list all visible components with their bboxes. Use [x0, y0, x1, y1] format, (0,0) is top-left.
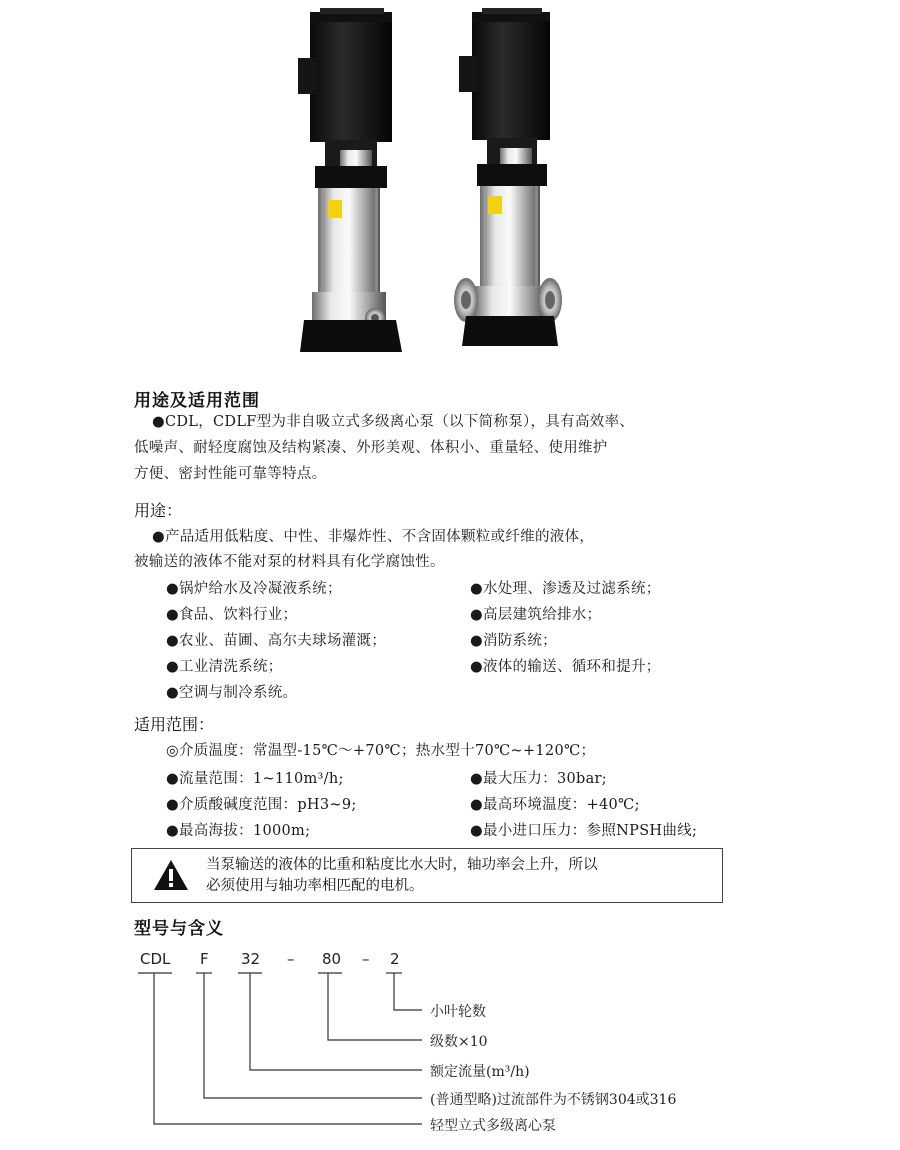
usage-item-building: ●高层建筑给排水；: [470, 607, 602, 623]
warning-icon: [152, 858, 190, 892]
intro-line-3: 方便、密封性能可靠等特点。: [134, 466, 327, 482]
scope-ph: ●介质酸碱度范围：pH3~9;: [166, 797, 357, 813]
scope-max-pressure: ●最大压力：30bar;: [470, 771, 607, 787]
scope-max-ambient: ●最高环境温度：+40℃;: [470, 797, 640, 813]
model-meaning-stages: 级数×10: [430, 1034, 488, 1050]
intro-line-1: ●CDL，CDLF型为非自吸立式多级离心泵（以下简称泵），具有高效率、: [152, 414, 635, 430]
scope-flow: ●流量范围：1~110m³/h;: [166, 771, 344, 787]
model-part-80: 80: [322, 950, 342, 968]
model-meaning-flow: 额定流量(m³/h): [430, 1064, 530, 1080]
model-meaning-impeller: 小叶轮数: [430, 1004, 486, 1020]
scope-altitude: ●最高海拔：1000m;: [166, 823, 311, 839]
pump-right: [454, 8, 562, 346]
model-title: 型号与含义: [134, 919, 224, 939]
usage-item-cleaning: ●工业清洗系统；: [166, 659, 283, 675]
usage-item-fire: ●消防系统；: [470, 633, 557, 649]
model-part-cdl: CDL: [140, 950, 171, 968]
usage-item-transfer: ●液体的输送、循环和提升；: [470, 659, 661, 675]
usage-item-water-treatment: ●水处理、渗透及过滤系统；: [470, 581, 661, 597]
scope-min-inlet: ●最小进口压力：参照NPSH曲线;: [470, 823, 698, 839]
warning-line-2: 必须使用与轴功率相匹配的电机。: [206, 878, 424, 894]
model-part-dash-1: –: [287, 950, 295, 968]
pump-left: [298, 8, 402, 352]
model-meaning-material: (普通型略)过流部件为不锈钢304或316: [430, 1092, 677, 1108]
usage-intro-line-1: ●产品适用低粘度、中性、非爆炸性、不含固体颗粒或纤维的液体，: [152, 529, 595, 545]
model-meaning-type: 轻型立式多级离心泵: [430, 1118, 556, 1134]
usage-item-agriculture: ●农业、苗圃、高尔夫球场灌溉；: [166, 633, 387, 649]
scope-temperature: ◎介质温度：常温型-15℃～+70℃；热水型十70℃~+120℃；: [166, 743, 596, 759]
section-title-usage-scope: 用途及适用范围: [134, 391, 260, 411]
usage-item-food: ●食品、饮料行业；: [166, 607, 298, 623]
warning-line-1: 当泵输送的液体的比重和粘度比水大时，轴功率会上升，所以: [206, 857, 598, 873]
usage-title: 用途：: [134, 501, 183, 520]
model-part-dash-2: –: [362, 950, 370, 968]
model-part-f: F: [200, 950, 209, 968]
scope-title: 适用范围：: [134, 715, 215, 734]
model-part-2: 2: [390, 950, 400, 968]
model-part-32: 32: [241, 950, 261, 968]
usage-item-hvac: ●空调与制冷系统。: [166, 685, 298, 701]
intro-line-2: 低噪声、耐轻度腐蚀及结构紧凑、外形美观、体积小、重量轻、使用维护: [134, 440, 608, 456]
usage-item-boiler: ●锅炉给水及冷凝液系统；: [166, 581, 342, 597]
usage-intro-line-2: 被输送的液体不能对泵的材料具有化学腐蚀性。: [134, 554, 445, 570]
pump-product-photo: [0, 0, 900, 360]
